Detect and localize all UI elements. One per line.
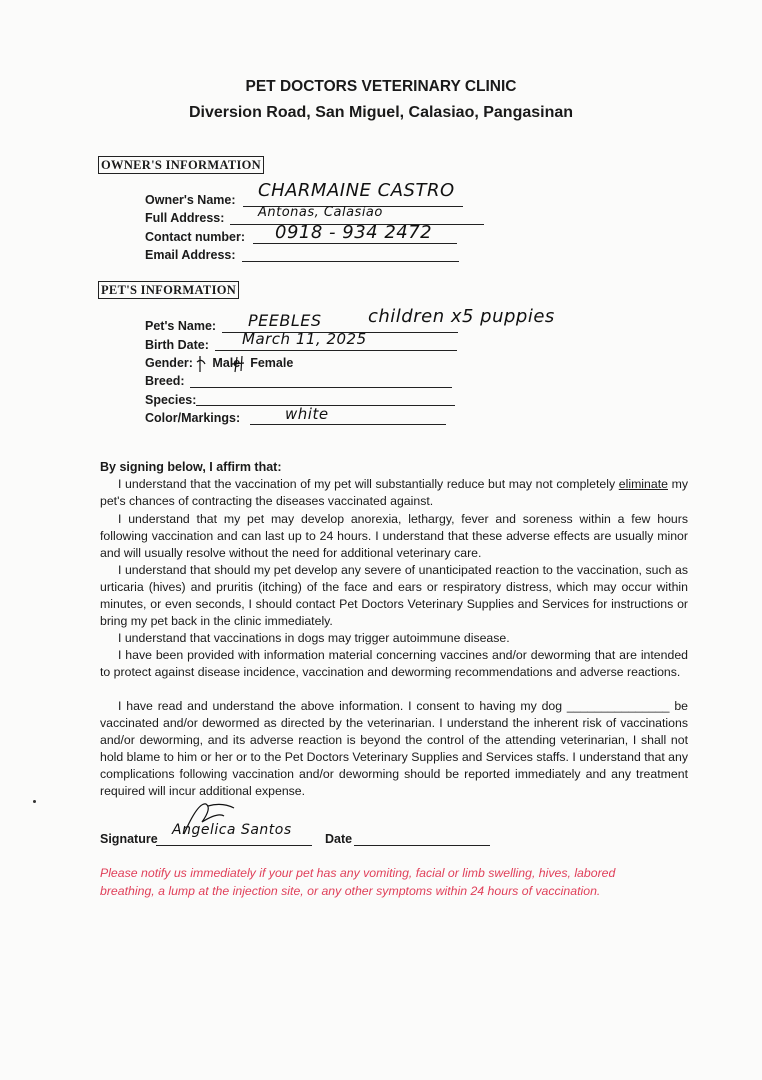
gender-label-text: Gender:: [145, 356, 193, 370]
consent-p1-underlined: eliminate: [618, 477, 668, 491]
scan-speck: [33, 800, 36, 803]
signature-label: Signature: [100, 832, 158, 846]
signature-value: Angelica Santos: [172, 822, 292, 838]
owner-contact-value: 0918 - 934 2472: [275, 222, 433, 243]
consent-p1-text-end: my pet's chances of contracting the diseases vaccinated against.: [100, 477, 689, 508]
owner-name-value: CHARMAINE CASTRO: [258, 180, 455, 201]
owner-contact-label: Contact number:: [145, 230, 245, 244]
clinic-name: PET DOCTORS VETERINARY CLINIC: [245, 78, 517, 95]
color-label: Color/Markings:: [145, 411, 241, 425]
consent-paragraph-4: I understand that vaccinations in dogs may trigger autoimmune disease.: [118, 631, 510, 645]
gender-marks: [196, 352, 276, 376]
gender-male-option[interactable]: Male: [212, 356, 241, 370]
consent-heading: By signing below, I affirm that:: [100, 460, 282, 474]
owner-name-label: Owner's Name:: [145, 193, 236, 207]
consent-paragraph-3: I understand that should my pet develop any severe of unanticipated reaction to the vaccination, such as urticaria (hives) and pruritis (itching) of the face and ears or respiratory distress, which may occur within minutes, or even seconds, I should contact Pet Doctors Veterinary Supplies and Services for instructions or bring my pet back in the clinic immediately.: [100, 563, 688, 628]
consent-paragraph-2: I understand that my pet may develop anorexia, lethargy, fever and soreness within a few hours following vaccination and can last up to 24 hours. I understand that these adverse effects are usually minor and will usually resolve without the need for additional veterinary care.: [100, 512, 688, 560]
date-label: Date: [325, 832, 353, 846]
breed-label: Breed:: [145, 374, 185, 388]
owner-contact-line: [253, 243, 457, 244]
date-line[interactable]: [354, 845, 490, 846]
pet-name-label: Pet's Name:: [145, 319, 217, 333]
consent-paragraph-1: [100, 476, 688, 510]
owner-email-label: Email Address:: [145, 248, 236, 262]
species-label: Species:: [145, 393, 197, 407]
color-value: white: [285, 405, 329, 423]
gender-female-tick: [232, 356, 244, 372]
pet-name-note: children x5 puppies: [368, 306, 555, 327]
consent-paragraph-5: I have been provided with information material concerning vaccines and/or deworming that are intended to protect against disease incidence, vaccination and deworming recommendations and adverse reactions.: [100, 648, 688, 679]
signature-line[interactable]: [156, 845, 312, 846]
owner-email-line: [242, 261, 459, 262]
owner-address-value: Antonas, Calasiao: [258, 205, 383, 220]
owner-section-title: OWNER'S INFORMATION: [98, 156, 264, 174]
consent-p1-text: I understand that the vaccination of my pet will substantially reduce but may not completely: [118, 477, 619, 491]
clinic-address: Diversion Road, San Miguel, Calasiao, Pangasinan: [188, 104, 574, 121]
color-line: [250, 424, 446, 425]
owner-address-label: Full Address:: [145, 211, 225, 225]
breed-line: [190, 387, 452, 388]
consent-paragraph-6: I have read and understand the above information. I consent to having my dog _______________ be vaccinated and/or dewormed as directed by the veterinarian. I understand the inherent risk of vaccinations and/or deworming, and its adverse reaction is beyond the control of the attending veterinarian, I shall not hold blame to him or her or to the Pet Doctors Veterinary Supplies and Services staffs. I understand that any complications following vaccination and/or deworming should be reported immediately and any treatment required will incur additional expense.: [100, 699, 688, 798]
pet-section-title: PET'S INFORMATION: [98, 281, 239, 299]
signature-flourish: [178, 798, 248, 838]
signature-stroke: [184, 804, 234, 834]
birth-date-line: [215, 350, 457, 351]
gender-male-tick: [197, 356, 205, 372]
birth-date-label: Birth Date:: [145, 338, 209, 352]
vaccination-notice: Please notify us immediately if your pet has any vomiting, facial or limb swelling, hives, labored breathing, a lump at the injection site, or any other symptoms within 24 hours of vaccination.: [100, 866, 616, 898]
birth-date-value: March 11, 2025: [242, 330, 367, 348]
gender-female-option[interactable]: Female: [250, 356, 294, 370]
pet-name-value: PEEBLES: [248, 311, 322, 330]
